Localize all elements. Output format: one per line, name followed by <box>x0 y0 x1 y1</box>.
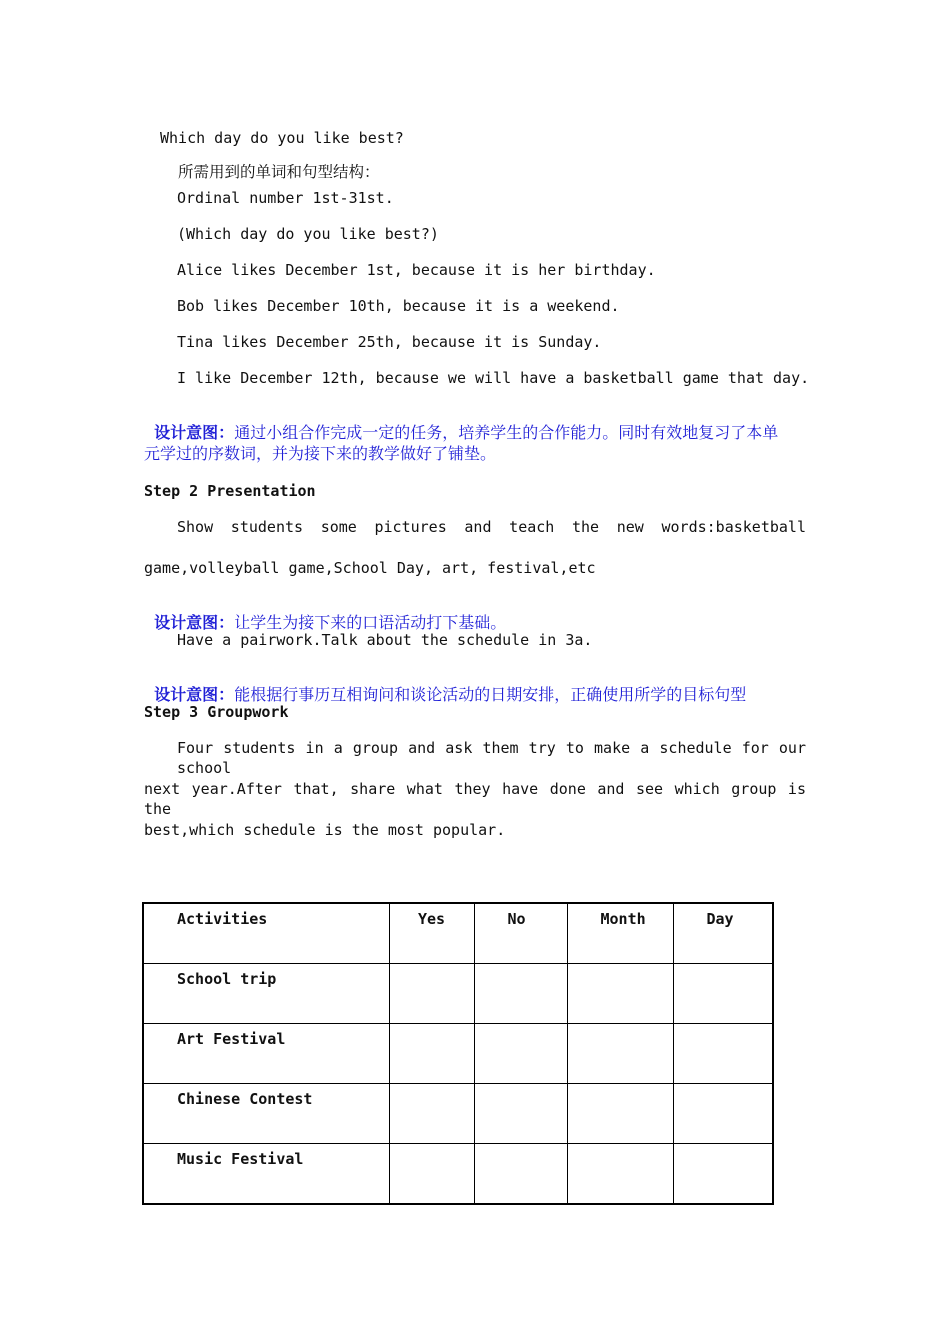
step3-heading: Step 3 Groupwork <box>144 703 289 721</box>
table-row <box>143 1084 773 1144</box>
design-intent-text: 能根据行事历互相询问和谈论活动的日期安排，正确使用所学的目标句型 <box>234 685 747 704</box>
schedule-table <box>142 902 774 1205</box>
example-line: Bob likes December 10th, because it is a weekend. <box>177 297 620 315</box>
example-line: I like December 12th, because we will have a basketball game that day. <box>177 369 810 387</box>
activity-cell: Art Festival <box>143 1024 389 1084</box>
step3-paragraph-line2: next year.After that, share what they have done and see which group is the <box>144 780 806 818</box>
example-line: Tina likes December 25th, because it is Sunday. <box>177 333 602 351</box>
step2-paragraph-line2: game,volleyball game,School Day, art, festival,etc <box>144 559 596 577</box>
design-intent-1-continued: 元学过的序数词，并为接下来的教学做好了铺垫。 <box>144 444 497 463</box>
design-intent-label: 设计意图： <box>154 423 235 442</box>
activity-cell: School trip <box>143 964 389 1024</box>
day-cell[interactable] <box>673 1144 773 1205</box>
table-row <box>143 1144 773 1205</box>
activity-cell: Chinese Contest <box>143 1084 389 1144</box>
table-row <box>143 1024 773 1084</box>
ordinal-line: Ordinal number 1st-31st. <box>177 189 394 207</box>
no-cell[interactable] <box>474 1084 567 1144</box>
needed-label: 所需用到的单词和句型结构： <box>178 163 380 181</box>
pairwork-line: Have a pairwork.Talk about the schedule in 3a. <box>177 631 593 649</box>
yes-cell[interactable] <box>389 964 474 1024</box>
question-line: Which day do you like best? <box>160 129 404 147</box>
header-no: No <box>474 903 567 964</box>
design-intent-label: 设计意图： <box>154 685 235 704</box>
design-intent-label: 设计意图： <box>154 613 235 632</box>
day-cell[interactable] <box>673 1084 773 1144</box>
design-intent-1 <box>144 403 778 443</box>
month-cell[interactable] <box>567 1144 673 1205</box>
activity-cell: Music Festival <box>143 1144 389 1205</box>
header-month: Month <box>567 903 673 964</box>
design-intent-text: 通过小组合作完成一定的任务，培养学生的合作能力。同时有效地复习了本单 <box>234 423 779 442</box>
month-cell[interactable] <box>567 1024 673 1084</box>
day-cell[interactable] <box>673 964 773 1024</box>
no-cell[interactable] <box>474 1024 567 1084</box>
yes-cell[interactable] <box>389 1144 474 1205</box>
header-yes: Yes <box>389 903 474 964</box>
question-paren-line: (Which day do you like best?) <box>177 225 439 243</box>
design-intent-3 <box>144 665 746 705</box>
header-day: Day <box>673 903 773 964</box>
design-intent-text: 让学生为接下来的口语活动打下基础。 <box>234 613 507 632</box>
header-activities: Activities <box>143 903 389 964</box>
month-cell[interactable] <box>567 964 673 1024</box>
month-cell[interactable] <box>567 1084 673 1144</box>
no-cell[interactable] <box>474 1144 567 1205</box>
yes-cell[interactable] <box>389 1024 474 1084</box>
no-cell[interactable] <box>474 964 567 1024</box>
day-cell[interactable] <box>673 1024 773 1084</box>
step3-paragraph-line3: best,which schedule is the most popular. <box>144 821 506 839</box>
step2-paragraph-line1: Show students some pictures and teach the new words:basketball <box>177 518 806 536</box>
table-header-row <box>143 903 773 964</box>
example-line: Alice likes December 1st, because it is her birthday. <box>177 261 656 279</box>
design-intent-2 <box>144 593 506 633</box>
table-row <box>143 964 773 1024</box>
yes-cell[interactable] <box>389 1084 474 1144</box>
step3-paragraph-line1: Four students in a group and ask them try to make a schedule for our school <box>177 739 806 777</box>
step2-heading: Step 2 Presentation <box>144 482 316 500</box>
